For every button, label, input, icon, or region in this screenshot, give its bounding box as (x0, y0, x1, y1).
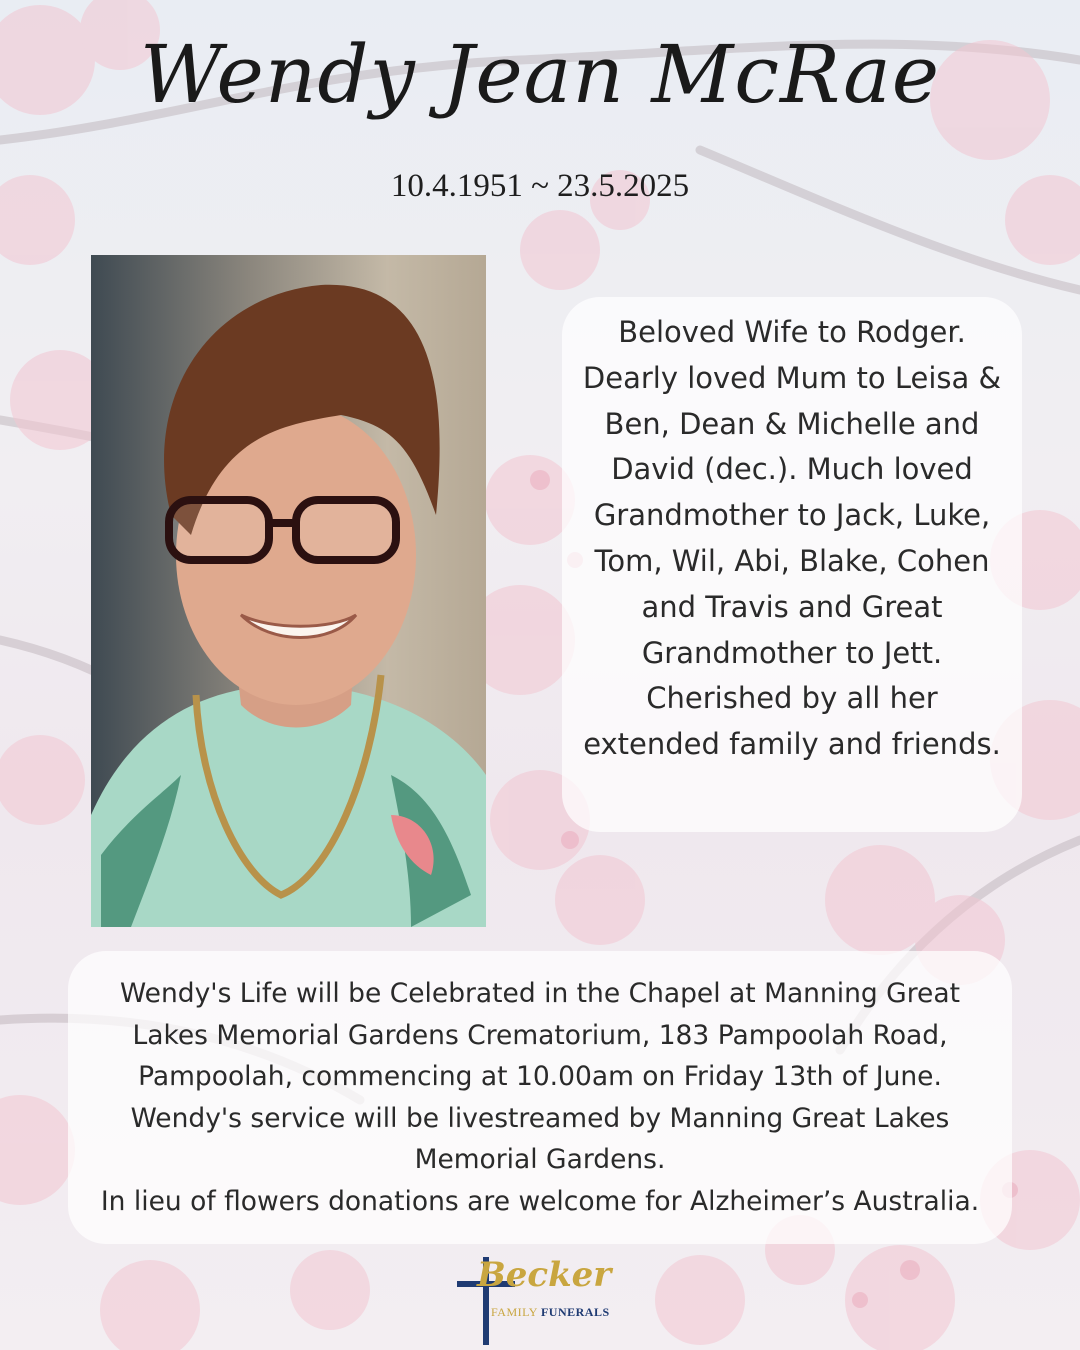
logo-subtitle (491, 1305, 610, 1320)
family-tribute-card (562, 297, 1022, 832)
deceased-name: Wendy Jean McRae (139, 28, 941, 121)
family-tribute-text: Beloved Wife to Rodger. Dearly loved Mum to Leisa & Ben, Dean & Michelle and David (dec.). Much loved Grandmother to Jack, Luke, Tom, Wil, Abi, Blake, Cohen and Travis and Great Grandmother to Jett. Cherished by all her extended family and friends. (582, 315, 1002, 762)
service-details-text: Wendy's Life will be Celebrated in the Chapel at Manning Great Lakes Memorial Gardens Crematorium, 183 Pampoolah Road, Pampoolah, commencing at 10.00am on Friday 13th of June. Wendy's service will be livestreamed by Manning Great Lakes Memorial Gardens. (120, 978, 960, 1175)
logo-name: Becker (477, 1255, 612, 1295)
portrait-photo (91, 255, 486, 927)
life-dates: 10.4.1951 ~ 23.5.2025 (390, 168, 690, 204)
service-details-card (68, 951, 1012, 1244)
logo-sub-family: FAMILY (491, 1305, 538, 1319)
becker-family-funerals-logo (455, 1255, 625, 1347)
donations-text: In lieu of flowers donations are welcome for Alzheimer’s Australia. (100, 1185, 980, 1217)
logo-sub-funerals: FUNERALS (540, 1305, 610, 1319)
